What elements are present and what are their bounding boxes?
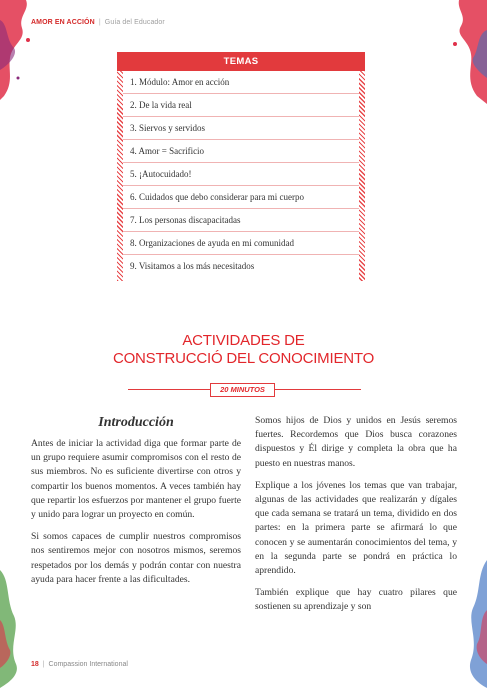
- paint-splash-top-left: [0, 0, 40, 110]
- temas-item: 4. Amor = Sacrificio: [123, 140, 359, 163]
- temas-item: 8. Organizaciones de ayuda en mi comunidad: [123, 232, 359, 255]
- paint-splash-top-right: [447, 0, 487, 120]
- body-paragraph: También explique que hay cuatro pilares que sostienen su aprendizaje y son: [255, 587, 457, 613]
- body-paragraph: Explique a los jóvenes los temas que van trabajar, algunas de las actividades que realizarán y dígales que cada semana se tratará un tema, dividido en dos partes: en la primera parte se afirmará lo que conocen y se aumentarán conocimientos del tema, y en la segunda parte se pondrá en práctica lo aprendido.: [255, 479, 457, 577]
- temas-item: 7. Los personas discapacitadas: [123, 209, 359, 232]
- temas-item: 1. Módulo: Amor en acción: [123, 71, 359, 94]
- temas-item: 5. ¡Autocuidado!: [123, 163, 359, 186]
- section-title-line-1: ACTIVIDADES DE: [182, 332, 305, 349]
- body-paragraph: Somos hijos de Dios y unidos en Jesús seremos fuertes. Recordemos que Dios busca corazones dispuestos y Él dirige y completa la obra que ha puesto en nuestras manos.: [255, 415, 457, 469]
- page-number: 18: [31, 661, 39, 668]
- temas-item: 3. Siervos y servidos: [123, 117, 359, 140]
- header-separator: |: [98, 19, 101, 26]
- paint-splash-bottom-left: [0, 560, 30, 688]
- body-paragraph: Antes de iniciar la actividad diga que formar parte de un grupo requiere asumir compromisos con el resto de sus miembros. No es suficiente divertirse con otros y compartir los buenos momentos. A veces también hay que repartir los esfuerzos por mantener el grupo fuerte y unido para lograr un proyecto en común.: [31, 438, 241, 521]
- left-column: [31, 414, 241, 595]
- running-header: [31, 19, 165, 26]
- temas-item: 6. Cuidados que debo considerar para mi cuerpo: [123, 186, 359, 209]
- divider-left: [128, 389, 210, 390]
- duration-badge: 20 MINUTOS: [210, 383, 275, 397]
- divider-right: [275, 389, 361, 390]
- temas-title: TEMAS: [117, 52, 365, 71]
- footer-separator: |: [42, 661, 45, 668]
- temas-box: [117, 52, 365, 281]
- section-title: [0, 332, 487, 368]
- header-brand: AMOR EN ACCIÓN: [31, 19, 95, 26]
- footer-organization: Compassion International: [48, 661, 128, 668]
- paint-splash-bottom-right: [457, 560, 487, 688]
- right-column: [255, 414, 457, 623]
- page-footer: [31, 661, 128, 668]
- intro-heading: Introducción: [98, 415, 174, 430]
- section-title-line-2: CONSTRUCCIÓ DEL CONOCIMIENTO: [112, 350, 375, 367]
- temas-item: 9. Visitamos a los más necesitados: [130, 261, 255, 271]
- temas-list: [123, 71, 359, 281]
- header-subtitle: Guía del Educador: [104, 19, 165, 26]
- body-paragraph: Si somos capaces de cumplir nuestros compromisos nos sentiremos mejor con nosotros mismos, seremos respetados por los demás y podrán contar con nuestra ayuda para hacer frente a las dificultades.: [31, 531, 241, 585]
- temas-item: 2. De la vida real: [123, 94, 359, 117]
